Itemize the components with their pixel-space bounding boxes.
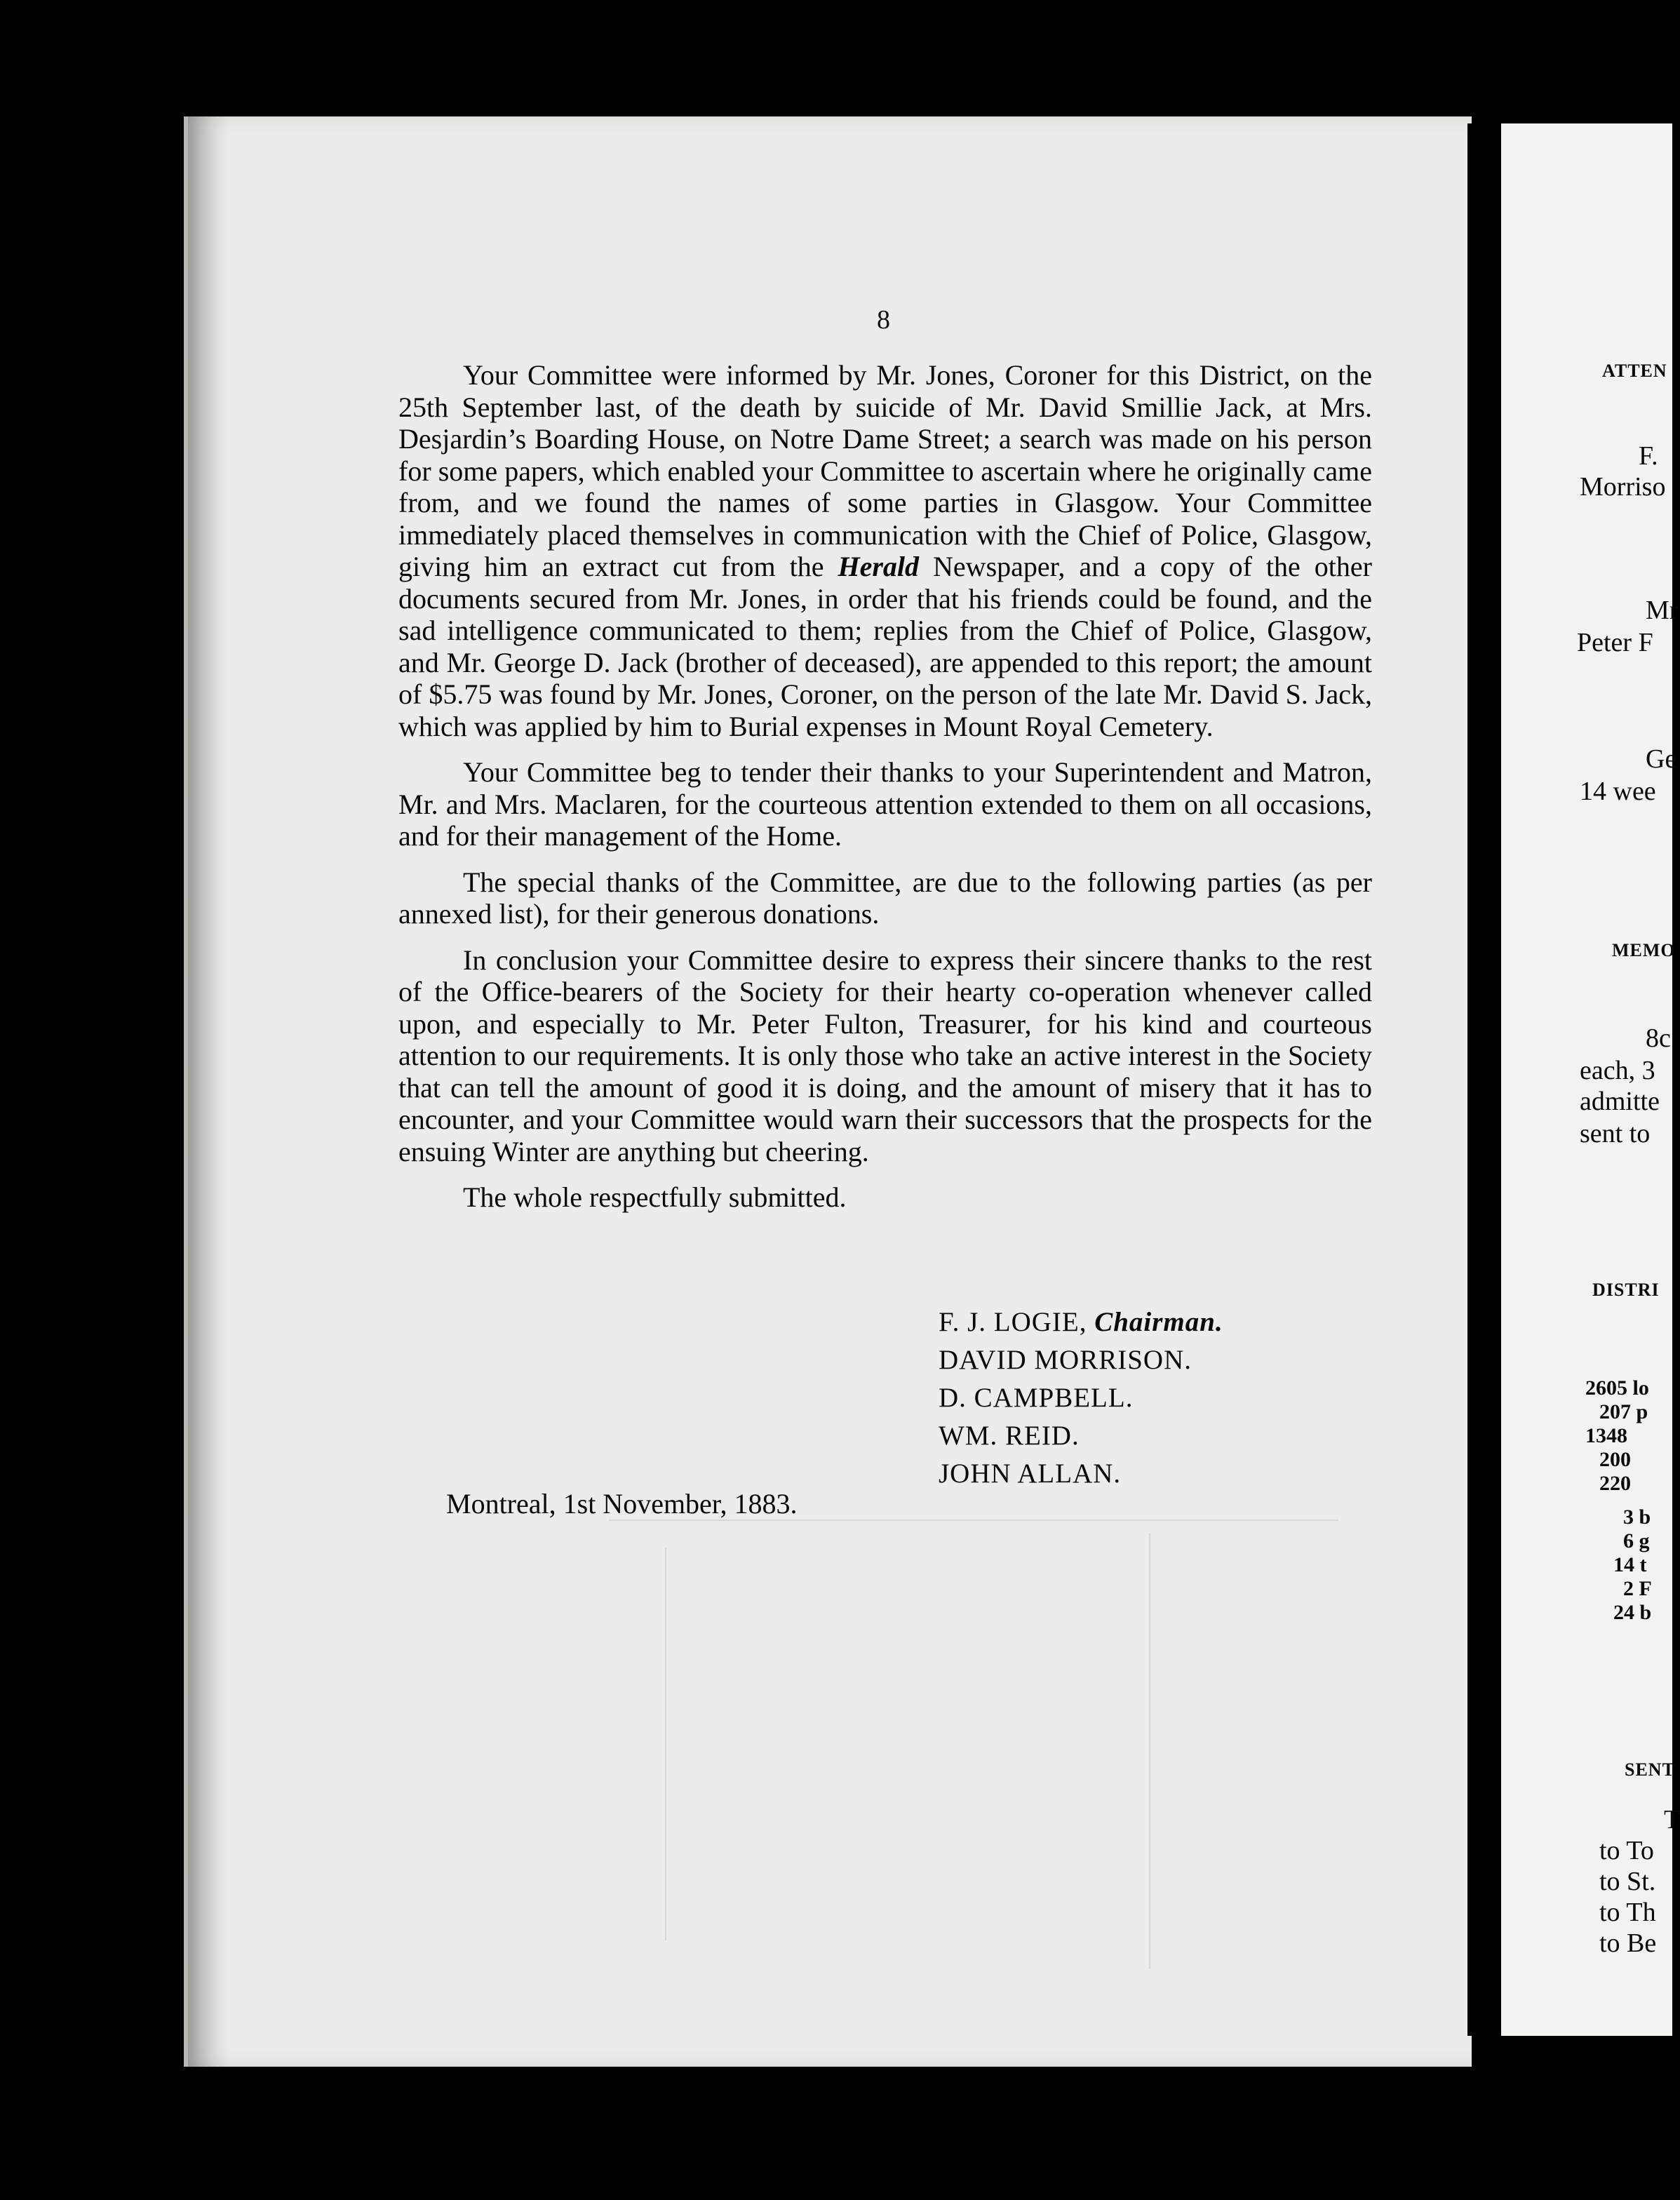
- right-page-line: 207 p: [1599, 1400, 1648, 1423]
- right-page-line: DISTRI: [1592, 1280, 1660, 1300]
- right-page-line: admitte: [1580, 1087, 1660, 1116]
- paragraph-conclusion: In conclusion your Committee desire to express their sincere thanks to the rest of the Office-bearers of the Society for their hearty co-operation whenever called upon, and especially to Mr. Peter Fulton, Treasurer, for his kind and courteous attention to our requirements. It is only those who take an active interest in the Society that can tell the amount of good it is doing, and the amount of misery that it has to encounter, and your Committee would warn their successors that the prospects for the ensuing Winter are anything but cheering.: [398, 944, 1372, 1167]
- right-page-line: T: [1664, 1805, 1680, 1835]
- right-page-line: 24 b: [1613, 1601, 1652, 1624]
- paragraph-coroner-report: Your Committee were informed by Mr. Jones, Coroner for this District, on the 25th September last, of the death by suicide of Mr. David Smillie Jack, at Mrs. Desjardin’s Boarding House, on Notre Dame Street; a search was made on his person for some papers, which enabled your Committee to ascertain where he originally came from, and we found the names of some parties in Glasgow. Your Committee immediately placed themselves in communication with the Chief of Police, Glasgow, giving him an extract cut from the Herald Newspaper, and a copy of the other documents secured from Mr. Jones, in order that his friends could be found, and the sad intelligence communicated to them; replies from the Chief of Police, Glasgow, and Mr. George D. Jack (brother of deceased), are appended to this report; the amount of $5.75 was found by Mr. Jones, Coroner, on the person of the late Mr. David S. Jack, which was applied by him to Burial expenses in Mount Royal Cemetery.: [398, 359, 1372, 742]
- right-page-line: Mr: [1646, 596, 1679, 625]
- chairman-role: Chairman.: [1094, 1307, 1223, 1337]
- chairman-name: F. J. LOGIE,: [939, 1307, 1087, 1337]
- paragraph-thanks-superintendent: Your Committee beg to tender their thanks to your Superintendent and Matron, Mr. and Mrs. Maclaren, for the courteous attention extended to them on all occasions, and for their management of the Home.: [398, 756, 1372, 852]
- right-page-line: 8c: [1646, 1024, 1671, 1053]
- right-page-line: each, 3: [1580, 1056, 1655, 1085]
- right-page-line: 1348: [1585, 1424, 1627, 1447]
- right-page-line: ATTEN: [1602, 361, 1667, 381]
- newspaper-name: Herald: [838, 551, 920, 582]
- paragraph-submitted: The whole respectfully submitted.: [463, 1181, 847, 1213]
- right-page-line: Morriso: [1580, 472, 1666, 502]
- right-page-line: Ge: [1646, 744, 1677, 774]
- right-page-line: to St.: [1599, 1867, 1656, 1896]
- right-page-line: F.: [1639, 441, 1658, 471]
- right-page-line: sent to: [1580, 1119, 1651, 1148]
- signature-block: [939, 1303, 1223, 1493]
- right-page-line: 14 t: [1613, 1553, 1647, 1576]
- binding-shadow: [188, 116, 230, 2067]
- right-page-line: 2 F: [1623, 1577, 1652, 1600]
- right-page-line: 14 wee: [1580, 777, 1656, 806]
- signature-member: JOHN ALLAN.: [939, 1458, 1122, 1489]
- bleed-through-rule: [1149, 1534, 1150, 1968]
- right-page-line: to Th: [1599, 1898, 1656, 1927]
- bleed-through-table: [609, 1520, 1338, 1977]
- right-page-line: Peter F: [1577, 628, 1653, 657]
- right-page-line: to To: [1599, 1836, 1654, 1865]
- place-date: Montreal, 1st November, 1883.: [446, 1488, 798, 1520]
- right-page-line: 220: [1599, 1472, 1631, 1495]
- signature-member: DAVID MORRISON.: [939, 1345, 1192, 1375]
- right-page-line: 2605 lo: [1585, 1376, 1649, 1400]
- right-page-line: 3 b: [1623, 1505, 1651, 1529]
- signature-member: WM. REID.: [939, 1421, 1080, 1451]
- bleed-through-rule: [665, 1548, 666, 1940]
- signature-chairman: [939, 1303, 1223, 1341]
- paragraph-thanks-donors: The special thanks of the Committee, are due to the following parties (as per annexed list), for their generous donations.: [398, 866, 1372, 930]
- right-page-line: 6 g: [1623, 1529, 1650, 1552]
- right-page-line: 200: [1599, 1448, 1631, 1471]
- right-page-line: MEMO: [1612, 940, 1676, 960]
- right-page-line: to Be: [1599, 1929, 1657, 1958]
- report-body: [398, 359, 1372, 1228]
- right-page-line: SENT: [1625, 1759, 1675, 1780]
- page-number: 8: [877, 305, 890, 335]
- signature-member: D. CAMPBELL.: [939, 1383, 1134, 1413]
- page-gutter: [1467, 123, 1501, 2036]
